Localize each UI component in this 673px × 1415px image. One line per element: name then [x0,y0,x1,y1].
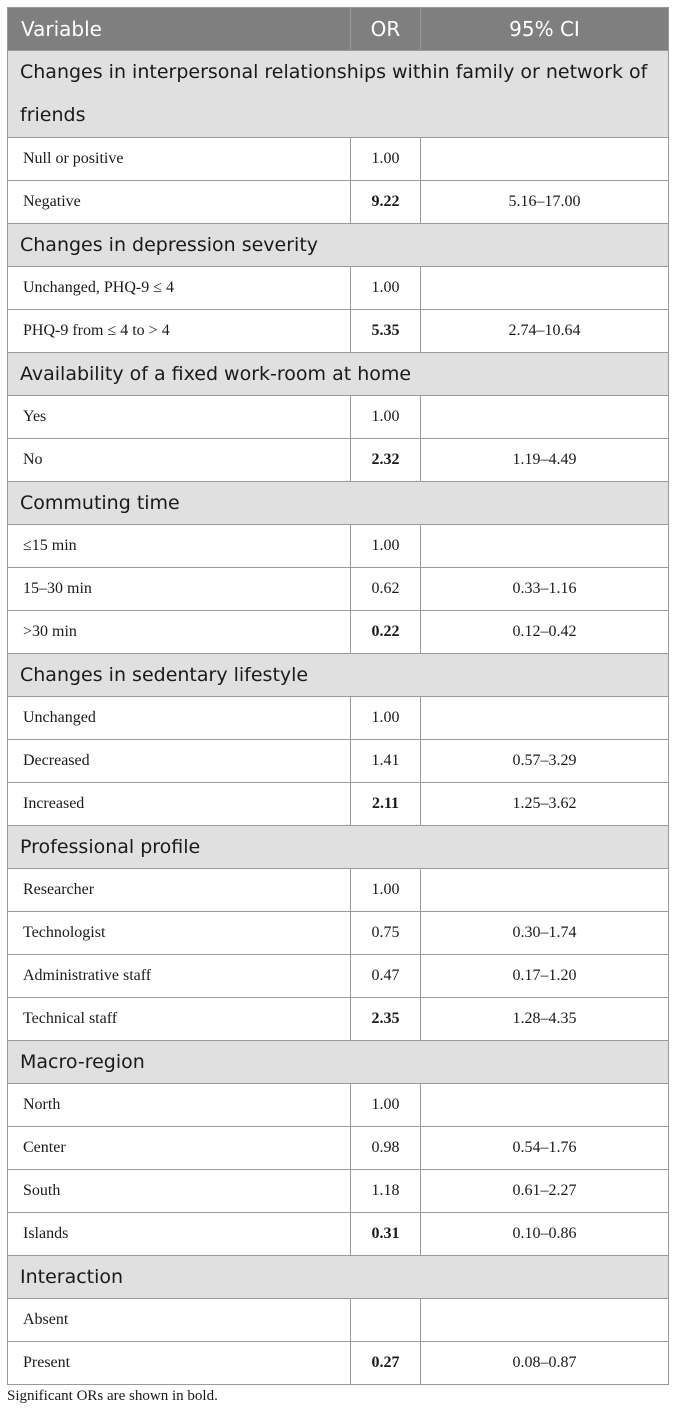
section-title: Macro-region [8,1041,669,1084]
row-ci: 0.12–0.42 [421,611,669,654]
header-or: OR [351,8,421,51]
odds-ratio-table [7,7,669,1385]
table-row [8,740,669,783]
section-title: Interaction [8,1256,669,1299]
table-row [8,525,669,568]
row-variable: PHQ-9 from ≤ 4 to > 4 [8,310,351,353]
row-variable: 15–30 min [8,568,351,611]
row-ci [421,396,669,439]
row-or: 1.00 [351,1084,421,1127]
row-ci: 1.25–3.62 [421,783,669,826]
row-ci: 0.61–2.27 [421,1170,669,1213]
section-row [8,353,669,396]
section-title: Commuting time [8,482,669,525]
row-ci: 0.57–3.29 [421,740,669,783]
section-row [8,826,669,869]
row-ci [421,138,669,181]
row-or: 0.27 [351,1342,421,1385]
footnote: Significant ORs are shown in bold. [7,1388,218,1404]
section-row [8,224,669,267]
table-row [8,310,669,353]
row-or: 1.00 [351,396,421,439]
row-variable: Decreased [8,740,351,783]
row-or: 0.62 [351,568,421,611]
row-variable: Technical staff [8,998,351,1041]
row-or: 1.00 [351,525,421,568]
table-row [8,267,669,310]
row-ci [421,1299,669,1342]
row-ci: 2.74–10.64 [421,310,669,353]
table-row [8,955,669,998]
section-title: Availability of a fixed work-room at home [8,353,669,396]
row-variable: Researcher [8,869,351,912]
row-or: 2.35 [351,998,421,1041]
row-variable: Yes [8,396,351,439]
row-or: 1.00 [351,697,421,740]
row-ci: 0.08–0.87 [421,1342,669,1385]
section-row [8,654,669,697]
row-variable: Center [8,1127,351,1170]
row-variable: No [8,439,351,482]
table-row [8,1342,669,1385]
row-or: 5.35 [351,310,421,353]
table-row [8,396,669,439]
row-ci: 0.10–0.86 [421,1213,669,1256]
section-row [8,1256,669,1299]
table-row [8,1213,669,1256]
row-or: 0.31 [351,1213,421,1256]
row-ci [421,1084,669,1127]
row-or: 9.22 [351,181,421,224]
row-or [351,1299,421,1342]
row-variable: Null or positive [8,138,351,181]
row-or: 1.00 [351,138,421,181]
row-or: 1.00 [351,267,421,310]
table-row [8,568,669,611]
table-row [8,912,669,955]
row-or: 1.18 [351,1170,421,1213]
row-variable: Absent [8,1299,351,1342]
row-variable: ≤15 min [8,525,351,568]
table-row [8,697,669,740]
row-ci: 5.16–17.00 [421,181,669,224]
table-row [8,998,669,1041]
row-variable: Negative [8,181,351,224]
header-variable: Variable [8,8,351,51]
table-row [8,439,669,482]
row-variable: Administrative staff [8,955,351,998]
row-or: 0.47 [351,955,421,998]
row-ci [421,267,669,310]
row-variable: South [8,1170,351,1213]
section-title: Professional profile [8,826,669,869]
row-variable: Islands [8,1213,351,1256]
section-title: Changes in interpersonal relationships within family or network of friends [8,51,669,138]
header-ci: 95% CI [421,8,669,51]
row-ci [421,697,669,740]
section-title: Changes in sedentary lifestyle [8,654,669,697]
row-or: 1.41 [351,740,421,783]
row-ci: 0.17–1.20 [421,955,669,998]
row-or: 0.75 [351,912,421,955]
row-ci: 1.19–4.49 [421,439,669,482]
row-ci: 0.30–1.74 [421,912,669,955]
table-row [8,611,669,654]
row-ci: 1.28–4.35 [421,998,669,1041]
section-row [8,482,669,525]
table-row [8,138,669,181]
row-or: 2.11 [351,783,421,826]
row-ci [421,525,669,568]
row-ci: 0.54–1.76 [421,1127,669,1170]
row-or: 1.00 [351,869,421,912]
row-variable: >30 min [8,611,351,654]
row-or: 2.32 [351,439,421,482]
table-row [8,1170,669,1213]
table-row [8,869,669,912]
table-body [8,51,669,1385]
table-row [8,1299,669,1342]
section-row [8,1041,669,1084]
table-row [8,181,669,224]
table-row [8,783,669,826]
row-variable: Technologist [8,912,351,955]
table-row [8,1127,669,1170]
table-row [8,1084,669,1127]
row-or: 0.98 [351,1127,421,1170]
section-row [8,51,669,138]
row-variable: Present [8,1342,351,1385]
row-ci [421,869,669,912]
table-header [8,8,669,51]
row-ci: 0.33–1.16 [421,568,669,611]
row-variable: Unchanged [8,697,351,740]
row-variable: Unchanged, PHQ-9 ≤ 4 [8,267,351,310]
section-title: Changes in depression severity [8,224,669,267]
row-variable: North [8,1084,351,1127]
row-variable: Increased [8,783,351,826]
row-or: 0.22 [351,611,421,654]
